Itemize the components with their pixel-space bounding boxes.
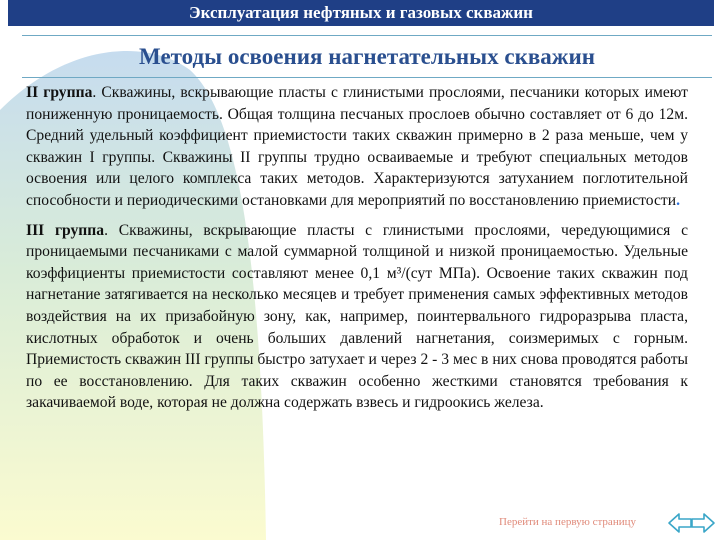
title-rule-bottom [22,77,712,78]
slide-title: Методы освоения нагнетательных скважин [139,44,595,69]
group-3-label: III группа [26,221,105,239]
group-2-text: . Скважины, вскрывающие пласты с глинистыми прослоями, песчаники которых имеют пониженную проницаемость. Общая толщина песчаных прослоев обычно составляет от 6 до 12м. Средний удельный коэффициент приемистости таких скважин примерно в 2 раза меньше, чем у скважин I группы. Скважины II группы трудно осваиваемые и требуют специальных методов освоения или целого комплекса таких методов. Характеризуются затуханием поглотительной способности и периодическими остановками для мероприятий по восстановлению приемистости [26,84,688,209]
slide-body [26,82,688,422]
deck-header: Эксплуатация нефтяных и газовых скважин [8,0,714,26]
group-2-label: II группа [26,84,93,101]
arrow-right-outline-icon[interactable] [690,512,716,534]
group-3-text: . Скважины, вскрывающие пласты с глинистыми прослоями, чередующимися с проницаемыми песчаниками с малой суммарной толщиной и низкой проницаемостью. Удельные коэффициенты приемистости составляют менее 0,1 м³/(сут МПа). Освоение таких скважин под нагнетание затягивается на несколько месяцев и требует применения самых эффективных методов воздействия на их призабойную зону, как, например, поинтервального гидроразрыва пласта, кислотных обработок и очень больших давлений нагнетания, соизмеримых с горным. Приемистость скважин III группы быстро затухает и через 2 - 3 мес в них снова проводятся работы по ее восстановлению. Для таких скважин особенно жесткими становятся требования к закачиваемой воде, которая не должна содержать взвесь и гидроокись железа. [26,221,689,412]
group-2-tail: . [676,191,680,209]
title-rule-top [22,35,712,36]
paragraph-group-2 [26,82,688,212]
paragraph-group-3 [26,220,688,414]
go-to-first-slide-link[interactable]: Перейти на первую страницу [499,516,636,528]
